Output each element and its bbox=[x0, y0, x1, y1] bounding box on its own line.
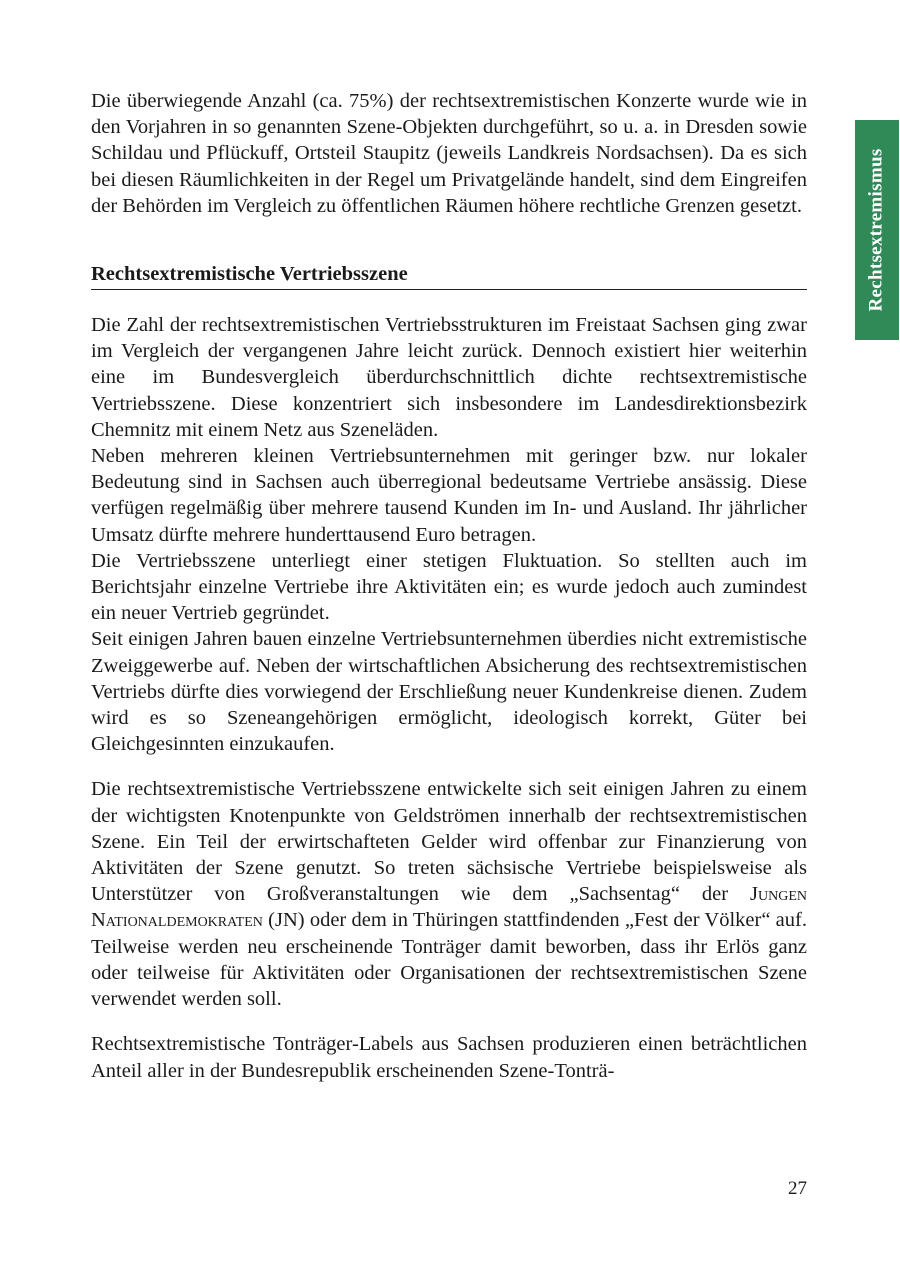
section-side-tab bbox=[855, 120, 899, 340]
organization-name: Jungen Nationaldemokraten bbox=[91, 883, 807, 932]
section-heading: Rechtsextremistische Vertriebsszene bbox=[91, 261, 807, 290]
paragraph-geldstroeme bbox=[91, 776, 807, 1012]
intro-paragraph: Die überwiegende Anzahl (ca. 75%) der rechtsextremistischen Konzerte wurde wie in den Vorjahren in so genannten Szene-Objekten durchgeführt, so u. a. in Dresden sowie Schildau und Pflückuff, Ortsteil Staupitz (jeweils Landkreis Nordsachsen). Da es sich bei diesen Räumlichkeiten in der Regel um Privatgelände handelt, sind dem Eingreifen der Behörden im Vergleich zu öffentlichen Räumen höhere rechtliche Grenzen gesetzt. bbox=[91, 90, 807, 217]
page-body bbox=[91, 88, 807, 1084]
page-number: 27 bbox=[788, 1178, 807, 1199]
paragraph-fluktuation: Die Vertriebsszene unterliegt einer stetigen Fluktuation. So stellten auch im Berichtsjahr einzelne Vertriebe ihre Aktivitäten ein; es wurde jedoch auch zumindest ein neuer Vertrieb gegründet. bbox=[91, 549, 807, 625]
paragraph-vertriebsunternehmen: Neben mehreren kleinen Vertriebsunternehmen mit geringer bzw. nur lokaler Bedeutung sind in Sachsen auch überregional bedeutsame Vertriebe ansässig. Diese verfügen regelmäßig über mehrere tausend Kunden im In- und Ausland. Ihr jährlicher Umsatz dürfte mehrere hunderttausend Euro betragen. bbox=[91, 445, 807, 546]
paragraph-zweiggewerbe: Seit einigen Jahren bauen einzelne Vertriebsunternehmen überdies nicht extremistische Zweiggewerbe auf. Neben der wirtschaftlichen Absicherung des rechtsextremistischen Vertriebs dürfte dies vorwiegend der Erschließung neuer Kundenkreise dienen. Zudem wird es so Szeneangehörigen ermöglicht, ideologisch korrekt, Güter bei Gleichgesinnten einzukaufen. bbox=[91, 628, 807, 756]
finance-text-after: (JN) oder dem in Thüringen stattfindenden „Fest der Völker“ auf. Teilweise werden neu erscheinende Tonträger damit beworben, dass ihr Erlös ganz oder teilweise für Aktivitäten oder Organisationen der rechtsextremistischen Szene verwendet werden soll. bbox=[91, 909, 807, 1011]
side-tab-label: Rechtsextremismus bbox=[866, 148, 888, 312]
paragraph-tontraeger-labels: Rechtsextremistische Tonträger-Labels aus Sachsen produzieren einen beträchtlichen Anteil aller in der Bundesrepublik erscheinenden Szene-Tonträ- bbox=[91, 1033, 807, 1082]
finance-text-before: Die rechtsextremistische Vertriebsszene entwickelte sich seit einigen Jahren zu einem der wichtigsten Knotenpunkte von Geldströmen innerhalb der rechtsextremistischen Szene. Ein Teil der erwirtschafteten Gelder wird offenbar zur Finanzierung von Aktivitäten der Szene genutzt. So treten sächsische Vertriebe beispielsweise als Unterstützer von Großveranstaltungen wie dem „Sachsentag“ der bbox=[91, 778, 807, 906]
paragraph-vertriebsstrukturen: Die Zahl der rechtsextremistischen Vertriebsstrukturen im Freistaat Sachsen ging zwar im Vergleich der vergangenen Jahre leicht zurück. Dennoch existiert hier weiterhin eine im Bundesvergleich überdurchschnittlich dichte rechtsextremistische Vertriebsszene. Diese konzentriert sich insbesondere im Landesdirektionsbezirk Chemnitz mit einem Netz aus Szeneläden. bbox=[91, 314, 807, 441]
